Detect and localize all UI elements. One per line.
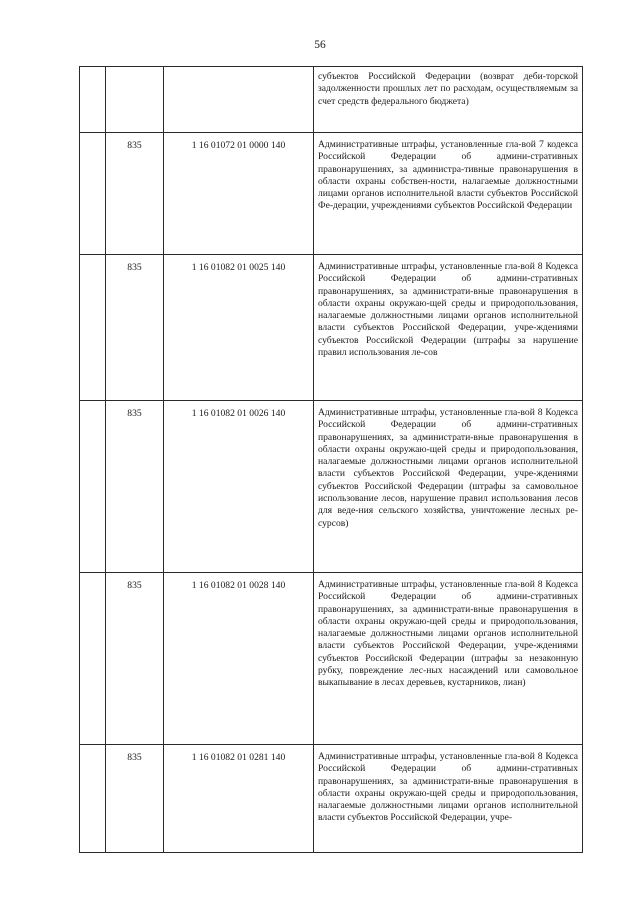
page-number: 56	[314, 39, 326, 51]
table-row	[80, 133, 583, 255]
admin-code-cell	[106, 67, 164, 133]
description-cell: Административные штрафы, установленные гла-вой 8 Кодекса Российской Федерации об админи-стративных правонарушениях, за администрати-вные правонарушения в области охраны окружаю-щей среды и природопользования, налагаемые должностными лицами органов исполнительной власти субъектов Российской Федерации, учре-ждениями субъектов Российской Федерации (штрафы за незаконную рубку, повреждение лес-ных насаждений или самовольное выкапывание в лесах деревьев, кустарников, лиан)	[314, 573, 583, 745]
budget-code-cell: 1 16 01082 01 0281 140	[164, 745, 314, 853]
row-index-cell	[80, 401, 106, 573]
table-row	[80, 573, 583, 745]
table-row	[80, 401, 583, 573]
admin-code-cell: 835	[106, 133, 164, 255]
budget-code-cell: 1 16 01082 01 0028 140	[164, 573, 314, 745]
table-row	[80, 255, 583, 401]
description-cell: Административные штрафы, установленные гла-вой 8 Кодекса Российской Федерации об админи-стративных правонарушениях, за администрати-вные правонарушения в области охраны окружаю-щей среды и природопользования, налагаемые должностными лицами органов исполнительной власти субъектов Российской Федерации, учре-ждениями субъектов Российской Федерации (штрафы за самовольное использование лесов, нарушение правил использования лесов для веде-ния сельского хозяйства, уничтожение лесных ре-сурсов)	[314, 401, 583, 573]
admin-code-cell: 835	[106, 573, 164, 745]
table-row	[80, 67, 583, 133]
budget-code-cell	[164, 67, 314, 133]
budget-code-cell: 1 16 01072 01 0000 140	[164, 133, 314, 255]
admin-code-cell: 835	[106, 745, 164, 853]
description-cell: субъектов Российской Федерации (возврат деби-торской задолженности прошлых лет по расходам, осуществляемым за счет средств федерального бюджета)	[314, 67, 583, 133]
row-index-cell	[80, 573, 106, 745]
table-row	[80, 745, 583, 853]
description-cell: Административные штрафы, установленные гла-вой 8 Кодекса Российской Федерации об админи-стративных правонарушениях, за администрати-вные правонарушения в области охраны окружаю-щей среды и природопользования, налагаемые должностными лицами органов исполнительной власти субъектов Российской Федерации, учре-ждениями субъектов Российской Федерации (штрафы за нарушение правил использования ле-сов	[314, 255, 583, 401]
budget-code-cell: 1 16 01082 01 0025 140	[164, 255, 314, 401]
row-index-cell	[80, 133, 106, 255]
admin-code-cell: 835	[106, 401, 164, 573]
row-index-cell	[80, 745, 106, 853]
revenue-classification-table	[79, 66, 583, 853]
row-index-cell	[80, 255, 106, 401]
row-index-cell	[80, 67, 106, 133]
admin-code-cell: 835	[106, 255, 164, 401]
description-cell: Административные штрафы, установленные гла-вой 7 кодекса Российской Федерации об админи-стративных правонарушениях, за администра-тивные правонарушения в области охраны собствен-ности, налагаемые должностными лицами органов исполнительной власти субъектов Российской Фе-дерации, учреждениями субъектов Российской Федерации	[314, 133, 583, 255]
budget-code-cell: 1 16 01082 01 0026 140	[164, 401, 314, 573]
description-cell: Административные штрафы, установленные гла-вой 8 Кодекса Российской Федерации об админи-стративных правонарушениях, за администрати-вные правонарушения в области охраны окружаю-щей среды и природопользования, налагаемые должностными лицами органов исполнительной власти субъектов Российской Федерации, учре-	[314, 745, 583, 853]
